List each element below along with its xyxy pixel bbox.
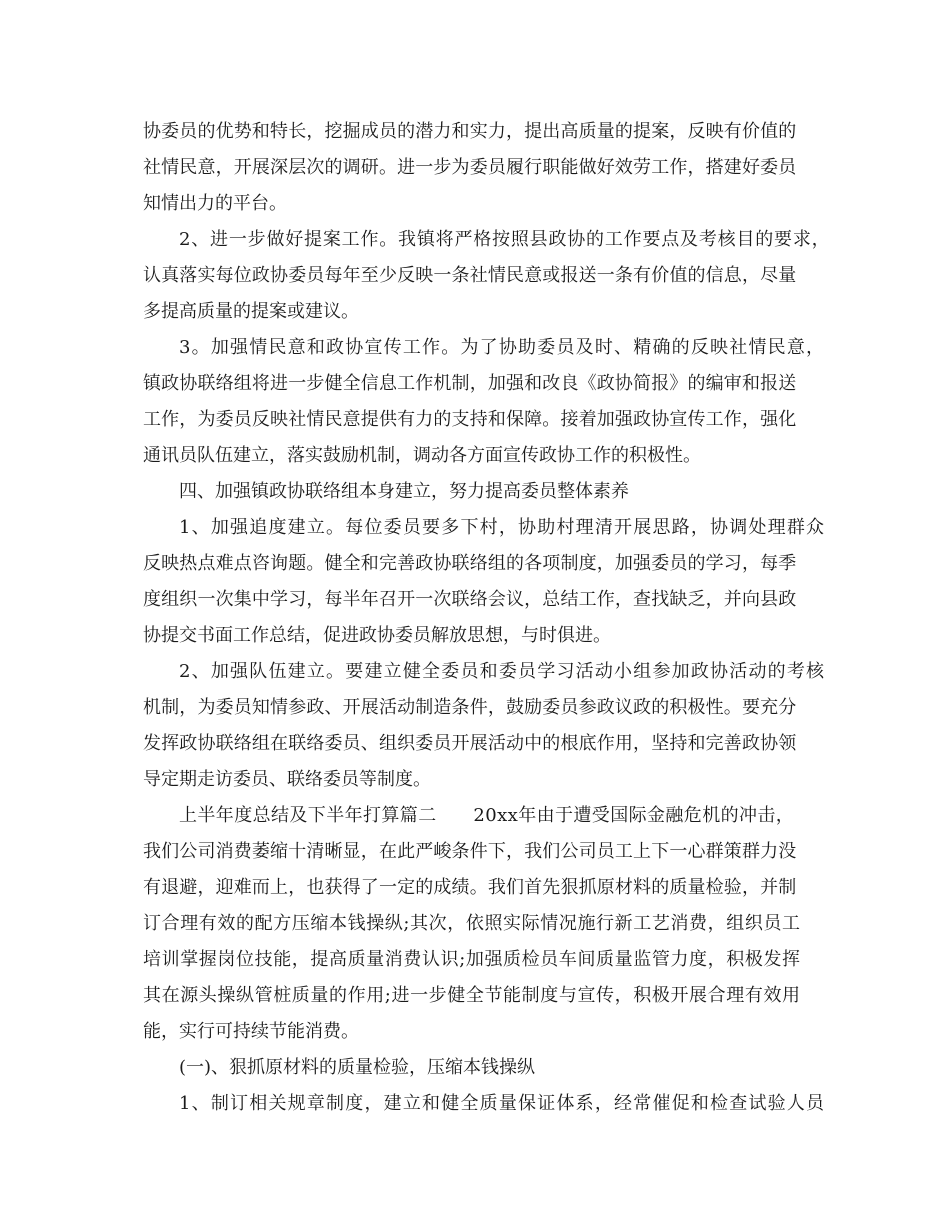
text-line: 培训掌握岗位技能，提高质量消费认识;加强质检员车间质量监管力度，积极发挥 <box>143 949 801 970</box>
text-line: 导定期走访委员、联络委员等制度。 <box>143 769 431 790</box>
text-line: 2、加强队伍建立。要建立健全委员和委员学习活动小组参加政协活动的考核 <box>179 661 826 682</box>
text-line: 1、加强追度建立。每位委员要多下村，协助村理清开展思路，协调处理群众 <box>179 517 826 538</box>
text-line: 社情民意，开展深层次的调研。进一步为委员履行职能做好效劳工作，搭建好委员 <box>143 157 797 178</box>
text-line: 认真落实每位政协委员每年至少反映一条社情民意或报送一条有价值的信息，尽量 <box>143 265 797 286</box>
text-line: 反映热点难点咨询题。健全和完善政协联络组的各项制度，加强委员的学习，每季 <box>143 553 797 574</box>
text-line: 机制，为委员知情参政、开展活动制造条件，鼓励委员参政议政的积极性。要充分 <box>143 697 797 718</box>
section-heading: (一)、狠抓原材料的质量检验，压缩本钱操纵 <box>179 1057 536 1078</box>
text-line: 度组织一次集中学习，每半年召开一次联络会议，总结工作，查找缺乏，并向县政 <box>143 589 797 610</box>
text-line: 多提高质量的提案或建议。 <box>143 301 359 322</box>
text-line: 1、制订相关规章制度，建立和健全质量保证体系，经常催促和检查试验人员 <box>179 1093 826 1114</box>
text-line: 工作，为委员反映社情民意提供有力的支持和保障。接着加强政协宣传工作，强化 <box>143 409 797 430</box>
text-line: 发挥政协联络组在联络委员、组织委员开展活动中的根底作用，坚持和完善政协领 <box>143 733 797 754</box>
text-line: 通讯员队伍建立，落实鼓励机制，调动各方面宣传政协工作的积极性。 <box>143 445 701 466</box>
text-line: 2、进一步做好提案工作。我镇将严格按照县政协的工作要点及考核目的要求， <box>179 229 831 250</box>
text-line: 有退避，迎难而上，也获得了一定的成绩。我们首先狠抓原材料的质量检验，并制 <box>143 877 797 898</box>
text-line: 协提交书面工作总结，促进政协委员解放思想，与时俱进。 <box>143 625 611 646</box>
text-line: 镇政协联络组将进一步健全信息工作机制，加强和改良《政协简报》的编审和报送 <box>143 373 797 394</box>
section-heading: 四、加强镇政协联络组本身建立，努力提高委员整体素养 <box>179 481 629 502</box>
text-line: 我们公司消费萎缩十清晰显，在此严峻条件下，我们公司员工上下一心群策群力没 <box>143 841 797 862</box>
text-line: 上半年度总结及下半年打算篇二 20xx年由于遭受国际金融危机的冲击， <box>179 805 795 826</box>
text-line: 订合理有效的配方压缩本钱操纵;其次，依照实际情况施行新工艺消费，组织员工 <box>143 913 801 934</box>
text-line: 协委员的优势和特长，挖掘成员的潜力和实力，提出高质量的提案，反映有价值的 <box>143 121 797 142</box>
text-line: 能，实行可持续节能消费。 <box>143 1021 359 1042</box>
text-line: 3。加强情民意和政协宣传工作。为了协助委员及时、精确的反映社情民意， <box>179 337 826 358</box>
text-line: 知情出力的平台。 <box>143 193 287 214</box>
text-line: 其在源头操纵管桩质量的作用;进一步健全节能制度与宣传，积极开展合理有效用 <box>143 985 801 1006</box>
